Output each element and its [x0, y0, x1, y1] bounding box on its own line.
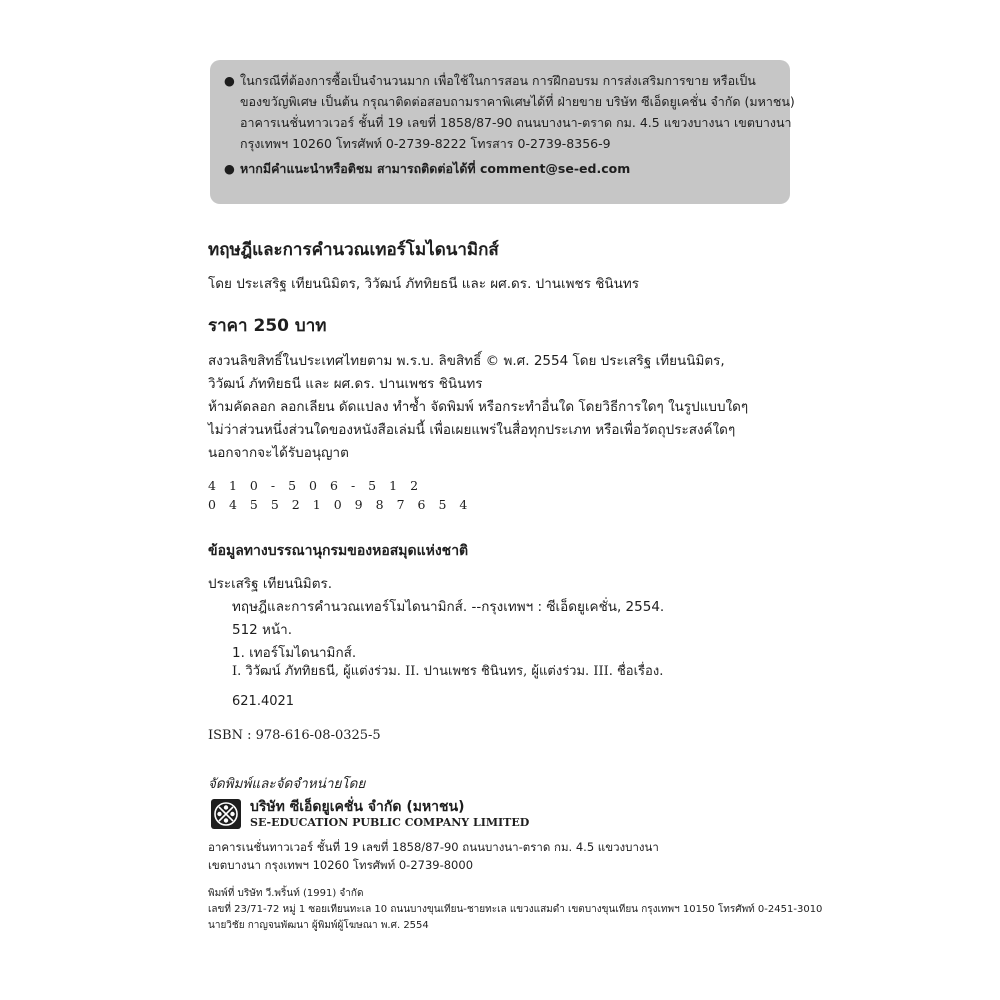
- cip-subjects: I. วิวัฒน์ ภัททิยธนี, ผู้แต่งร่วม. II. ปานเพชร ชินินทร, ผู้แต่งร่วม. III. ชื่อเรื่อง.: [232, 664, 664, 679]
- cip-line: 512 หน้า.: [232, 622, 293, 638]
- printer-line: นายวิชัย กาญจนพัฒนา ผู้พิมพ์ผู้โฆษณา พ.ศ. 2554: [208, 920, 429, 931]
- cip-heading: ข้อมูลทางบรรณานุกรมของหอสมุดแห่งชาติ: [208, 543, 469, 559]
- notice-feedback-text: หากมีคำแนะนำหรือติชม สามารถติดต่อได้ที่ comment@se-ed.com: [240, 161, 631, 176]
- copyright-line: สงวนลิขสิทธิ์ในประเทศไทยตาม พ.ร.บ. ลิขสิทธิ์ © พ.ศ. 2554 โดย ประเสริฐ เทียนนิมิตร,: [208, 353, 725, 369]
- publisher-address: [208, 838, 659, 874]
- notice-line: อาคารเนชั่นทาวเวอร์ ชั้นที่ 19 เลขที่ 1858/87-90 ถนนบางนา-ตราด กม. 4.5 แขวงบางนา เขตบางนา: [240, 115, 792, 130]
- bullet-icon: ●: [224, 73, 235, 88]
- copyright-line: วิวัฒน์ ภัททิยธนี และ ผศ.ดร. ปานเพชร ชินินทร: [208, 376, 483, 392]
- notice-box: [210, 60, 795, 204]
- copyright-notice: [208, 350, 748, 465]
- publisher-name-english: SE-EDUCATION PUBLIC COMPANY LIMITED: [250, 816, 530, 829]
- cip-line: 1. เทอร์โมไดนามิกส์.: [232, 645, 357, 661]
- product-code-line-1: 410-506-512: [208, 478, 432, 493]
- address-line: เขตบางนา กรุงเทพฯ 10260 โทรศัพท์ 0-2739-8000: [208, 858, 474, 872]
- printer-line: พิมพ์ที่ บริษัท วี.พริ้นท์ (1991) จำกัด: [208, 888, 364, 899]
- notice-bulk-order-text: [240, 70, 795, 154]
- notice-line: ของขวัญพิเศษ เป็นต้น กรุณาติดต่อสอบถามราคาพิเศษได้ที่ ฝ่ายขาย บริษัท ซีเอ็ดยูเคชั่น จำกัด (มหาชน): [240, 94, 795, 109]
- bullet-icon: ●: [224, 161, 235, 176]
- book-authors: โดย ประเสริฐ เทียนนิมิตร, วิวัฒน์ ภัททิยธนี และ ผศ.ดร. ปานเพชร ชินินทร: [208, 276, 640, 292]
- cip-author: ประเสริฐ เทียนนิมิตร.: [208, 576, 333, 592]
- se-ed-logo-icon: [210, 798, 242, 830]
- printer-info: [208, 886, 822, 934]
- notice-line: ในกรณีที่ต้องการซื้อเป็นจำนวนมาก เพื่อใช้ในการสอน การฝึกอบรม การส่งเสริมการขาย หรือเป็น: [240, 73, 756, 88]
- printer-line: เลขที่ 23/71-72 หมู่ 1 ซอยเทียนทะเล 10 ถนนบางขุนเทียน-ชายทะเล แขวงแสมดำ เขตบางขุนเทียน กรุงเทพฯ 10150 โทรศัพท์ 0-2451-3010: [208, 904, 823, 915]
- copyright-line: นอกจากจะได้รับอนุญาต: [208, 445, 349, 461]
- notice-item-bulk-order: [224, 70, 795, 154]
- book-title: ทฤษฎีและการคำนวณเทอร์โมไดนามิกส์: [208, 240, 499, 260]
- isbn: ISBN : 978-616-08-0325-5: [208, 728, 381, 743]
- copyright-line: ห้ามคัดลอก ลอกเลียน ดัดแปลง ทำซ้ำ จัดพิมพ์ หรือกระทำอื่นใด โดยวิธีการใดๆ ในรูปแบบใดๆ: [208, 399, 749, 415]
- product-codes: [208, 476, 480, 514]
- notice-item-feedback: [224, 158, 776, 179]
- cip-line: ทฤษฎีและการคำนวณเทอร์โมไดนามิกส์. --กรุงเทพฯ : ซีเอ็ดยูเคชั่น, 2554.: [232, 599, 665, 615]
- cip-classification: 621.4021: [232, 694, 295, 709]
- publisher-label: จัดพิมพ์และจัดจำหน่ายโดย: [208, 776, 366, 792]
- book-price: ราคา 250 บาท: [208, 316, 327, 336]
- publisher-name-thai: บริษัท ซีเอ็ดยูเคชั่น จำกัด (มหาชน): [250, 799, 465, 815]
- cip-entry: [232, 596, 664, 665]
- address-line: อาคารเนชั่นทาวเวอร์ ชั้นที่ 19 เลขที่ 1858/87-90 ถนนบางนา-ตราด กม. 4.5 แขวงบางนา: [208, 840, 659, 854]
- product-code-line-2: 0455210987654: [208, 497, 481, 512]
- copyright-line: ไม่ว่าส่วนหนึ่งส่วนใดของหนังสือเล่มนี้ เพื่อเผยแพร่ในสื่อทุกประเภท หรือเพื่อวัตถุประสงค์ใดๆ: [208, 422, 736, 438]
- notice-line: กรุงเทพฯ 10260 โทรศัพท์ 0-2739-8222 โทรสาร 0-2739-8356-9: [240, 136, 611, 151]
